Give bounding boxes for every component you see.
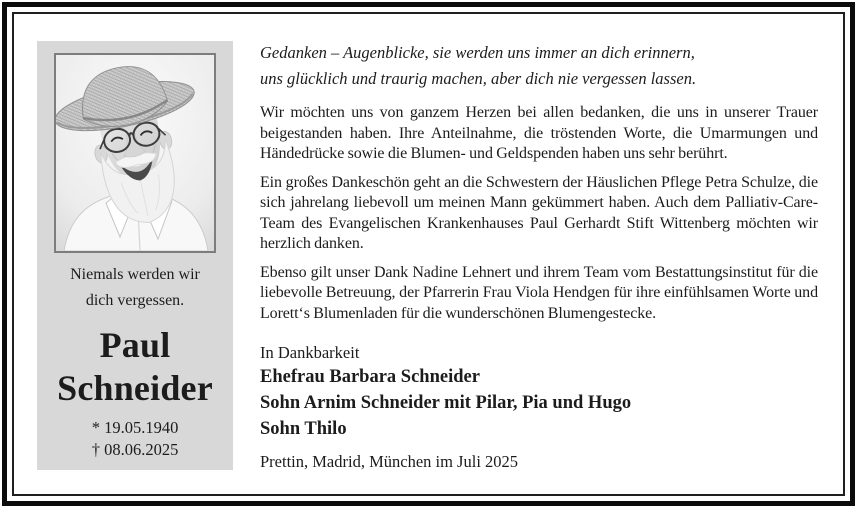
memorial-panel xyxy=(37,41,233,470)
thanks-paragraph: Ein großes Dankeschön geht an die Schwestern der Häuslichen Pflege Petra Schulze, die sich jahrelang liebevoll um meinen Mann gekümmert haben. Auch dem Palliativ-Care-Team des Evangelischen Krankenhauses Paul Gerhardt Stift Wittenberg möchten wir herzlich danken. xyxy=(260,173,818,252)
deceased-last-name: Schneider xyxy=(57,368,213,408)
death-date: † 08.06.2025 xyxy=(91,440,179,459)
gratitude-line: In Dankbarkeit xyxy=(260,343,360,362)
thanks-paragraph: Wir möchten uns von ganzem Herzen bei allen bedanken, die uns in unserer Trauer beigestanden haben. Ihre Anteilnahme, die tröstenden Worte, die Umarmungen und Händedrücke sowie die Blumen- und Geldspenden haben uns sehr berührt. xyxy=(260,104,818,162)
farewell-line: dich vergessen. xyxy=(85,292,185,309)
farewell-line: Niemals werden wir xyxy=(70,266,200,283)
mourner-line: Ehefrau Barbara Schneider xyxy=(260,367,480,387)
condolence-message xyxy=(260,40,818,472)
portrait-illustration xyxy=(56,55,214,251)
thanks-paragraph: Ebenso gilt unser Dank Nadine Lehnert und ihrem Team vom Bestattungsinstitut für die liebevolle Betreuung, der Pfarrerin Frau Viola Hendgen für ihre einfühlsamen Worte und Lorett‘s Blumenladen für die wunderschönen Blumengestecke. xyxy=(260,263,818,322)
farewell-text xyxy=(37,262,233,314)
deceased-first-name: Paul xyxy=(99,325,171,365)
deceased-name xyxy=(37,324,233,410)
memorial-quote-line: Gedanken – Augenblicke, sie werden uns immer an dich erinnern, xyxy=(260,43,695,62)
mourner-line: Sohn Arnim Schneider mit Pilar, Pia und Hugo xyxy=(260,393,632,413)
birth-date: * 19.05.1940 xyxy=(91,418,179,437)
mourner-line: Sohn Thilo xyxy=(260,419,347,439)
mourners-list xyxy=(260,364,818,442)
portrait-photo xyxy=(54,53,216,253)
memorial-quote-line: uns glücklich und traurig machen, aber dich nie vergessen lassen. xyxy=(260,69,697,88)
life-dates xyxy=(37,417,233,461)
memorial-quote xyxy=(260,40,818,92)
places-date-line: Prettin, Madrid, München im Juli 2025 xyxy=(260,452,519,471)
